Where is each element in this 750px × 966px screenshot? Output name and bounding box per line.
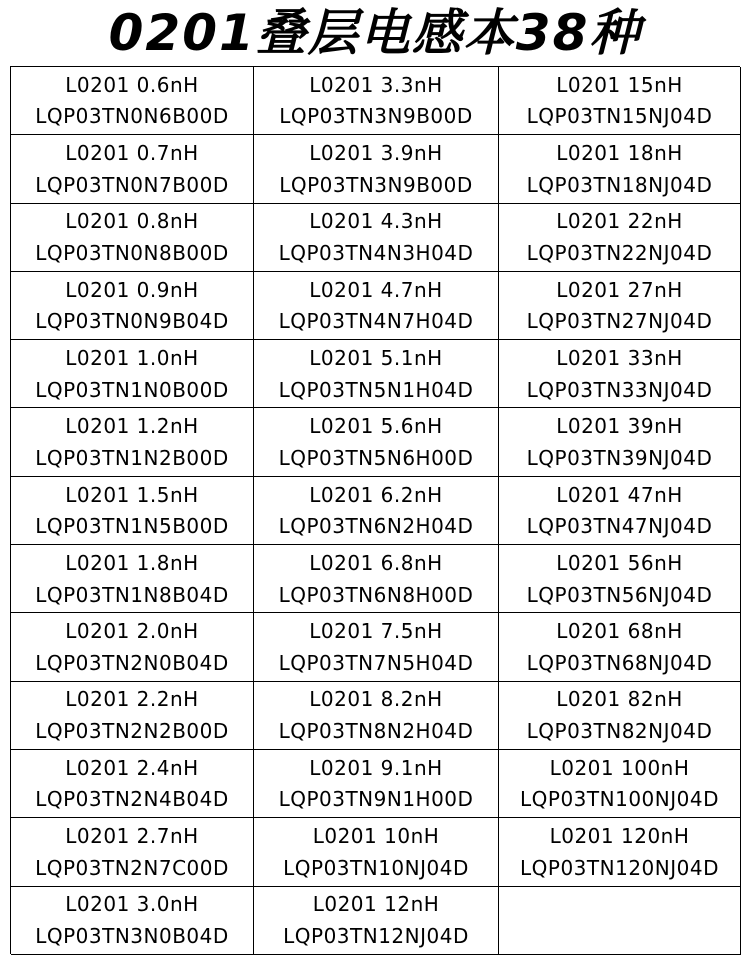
part-number: LQP03TN2N2B00D [35, 719, 229, 744]
table-cell [11, 887, 254, 955]
part-number: LQP03TN2N0B04D [35, 650, 229, 675]
inductance-value: L0201 5.6nH [309, 414, 443, 439]
part-number: LQP03TN9N1H00D [278, 787, 474, 812]
empty-cell [499, 887, 741, 955]
part-number: LQP03TN8N2H04D [278, 719, 474, 744]
part-number: LQP03TN10NJ04D [283, 855, 469, 880]
inductance-value: L0201 3.3nH [309, 72, 443, 97]
part-number: LQP03TN5N6H00D [278, 445, 474, 470]
inductance-value: L0201 12nH [312, 892, 440, 917]
table-cell [11, 340, 254, 408]
inductance-value: L0201 0.8nH [65, 209, 199, 234]
part-number: LQP03TN4N3H04D [278, 241, 474, 266]
table-cell [254, 477, 499, 545]
table-cell [254, 67, 499, 135]
inductance-value: L0201 2.7nH [65, 824, 199, 849]
inductance-value: L0201 8.2nH [309, 687, 443, 712]
part-number: LQP03TN0N8B00D [35, 241, 229, 266]
inductance-value: L0201 10nH [312, 824, 440, 849]
inductance-value: L0201 0.7nH [65, 141, 199, 166]
inductance-value: L0201 2.2nH [65, 687, 199, 712]
table-cell [254, 272, 499, 340]
table-cell [499, 682, 741, 750]
table-cell [254, 545, 499, 613]
part-number: LQP03TN100NJ04D [520, 787, 719, 812]
part-number: LQP03TN7N5H04D [278, 650, 474, 675]
inductance-value: L0201 5.1nH [309, 346, 443, 370]
table-cell [11, 613, 254, 681]
inductance-value: L0201 2.0nH [65, 619, 199, 644]
part-number: LQP03TN6N8H00D [278, 582, 474, 607]
table-cell [254, 408, 499, 476]
inductance-value: L0201 33nH [556, 346, 683, 370]
table-cell [499, 545, 741, 613]
part-number: LQP03TN1N5B00D [35, 514, 229, 539]
inductance-value: L0201 0.9nH [65, 277, 199, 302]
inductance-value: L0201 6.8nH [309, 550, 443, 575]
inductance-value: L0201 1.2nH [65, 414, 199, 439]
part-number: LQP03TN82NJ04D [526, 719, 713, 744]
part-number: LQP03TN4N7H04D [278, 309, 474, 334]
inductance-value: L0201 82nH [556, 687, 683, 712]
page-title: 0201叠层电感本38种 [108, 4, 642, 62]
table-cell [11, 545, 254, 613]
table-cell [499, 67, 741, 135]
part-number: LQP03TN3N0B04D [35, 924, 229, 949]
inductance-value: L0201 4.3nH [309, 209, 443, 234]
inductance-value: L0201 39nH [556, 414, 683, 439]
part-number: LQP03TN15NJ04D [526, 104, 713, 129]
table-cell [254, 818, 499, 886]
inductance-value: L0201 7.5nH [309, 619, 443, 644]
part-number: LQP03TN120NJ04D [520, 855, 719, 880]
inductance-value: L0201 68nH [556, 619, 683, 644]
inductance-value: L0201 56nH [556, 550, 683, 575]
inductance-value: L0201 22nH [556, 209, 683, 234]
inductance-value: L0201 2.4nH [65, 755, 199, 780]
part-number: LQP03TN6N2H04D [278, 514, 474, 539]
table-cell [499, 408, 741, 476]
table-cell [11, 272, 254, 340]
inductance-value: L0201 18nH [556, 141, 683, 166]
table-cell [499, 477, 741, 545]
table-cell [499, 613, 741, 681]
table-cell [499, 204, 741, 272]
part-number: LQP03TN33NJ04D [526, 377, 713, 402]
part-number: LQP03TN1N2B00D [35, 445, 229, 470]
inductance-value: L0201 6.2nH [309, 482, 443, 507]
part-number: LQP03TN39NJ04D [526, 445, 713, 470]
table-cell [254, 613, 499, 681]
table-cell [11, 408, 254, 476]
part-number: LQP03TN2N4B04D [35, 787, 229, 812]
table-cell [11, 204, 254, 272]
inductance-value: L0201 1.8nH [65, 550, 199, 575]
table-cell [254, 750, 499, 818]
part-number: LQP03TN1N8B04D [35, 582, 229, 607]
table-cell [499, 750, 741, 818]
inductance-value: L0201 0.6nH [65, 72, 199, 97]
part-number: LQP03TN0N7B00D [35, 172, 229, 197]
table-cell [254, 887, 499, 955]
part-number: LQP03TN27NJ04D [526, 309, 713, 334]
table-cell [499, 272, 741, 340]
table-cell [254, 340, 499, 408]
inductance-value: L0201 120nH [549, 824, 690, 849]
table-cell [11, 135, 254, 203]
inductance-value: L0201 4.7nH [309, 277, 443, 302]
part-number: LQP03TN22NJ04D [526, 241, 713, 266]
part-number: LQP03TN56NJ04D [526, 582, 713, 607]
part-number: LQP03TN3N9B00D [279, 104, 473, 129]
part-number: LQP03TN47NJ04D [526, 514, 713, 539]
inductance-value: L0201 1.5nH [65, 482, 199, 507]
inductance-value: L0201 9.1nH [309, 755, 443, 780]
table-cell [11, 750, 254, 818]
inductance-value: L0201 47nH [556, 482, 683, 507]
table-cell [11, 818, 254, 886]
table-cell [499, 340, 741, 408]
inductance-value: L0201 15nH [556, 72, 683, 97]
table-cell [254, 204, 499, 272]
part-number: LQP03TN0N6B00D [35, 104, 229, 129]
inductance-value: L0201 100nH [549, 755, 690, 780]
inductance-value: L0201 3.9nH [309, 141, 443, 166]
table-cell [11, 67, 254, 135]
part-number: LQP03TN18NJ04D [526, 172, 713, 197]
part-number: LQP03TN1N0B00D [35, 377, 229, 402]
inductance-value: L0201 1.0nH [65, 346, 199, 370]
part-number: LQP03TN3N9B00D [279, 172, 473, 197]
table-cell [499, 818, 741, 886]
part-number: LQP03TN12NJ04D [283, 924, 469, 949]
table-cell [254, 682, 499, 750]
part-number: LQP03TN5N1H04D [278, 377, 474, 402]
part-number: LQP03TN0N9B04D [35, 309, 229, 334]
part-number: LQP03TN68NJ04D [526, 650, 713, 675]
inductance-value: L0201 3.0nH [65, 892, 199, 917]
table-cell [11, 682, 254, 750]
inductance-value: L0201 27nH [556, 277, 683, 302]
table-cell [11, 477, 254, 545]
table-cell [499, 135, 741, 203]
part-number: LQP03TN2N7C00D [35, 855, 229, 880]
inductor-table [10, 66, 740, 954]
table-cell [254, 135, 499, 203]
